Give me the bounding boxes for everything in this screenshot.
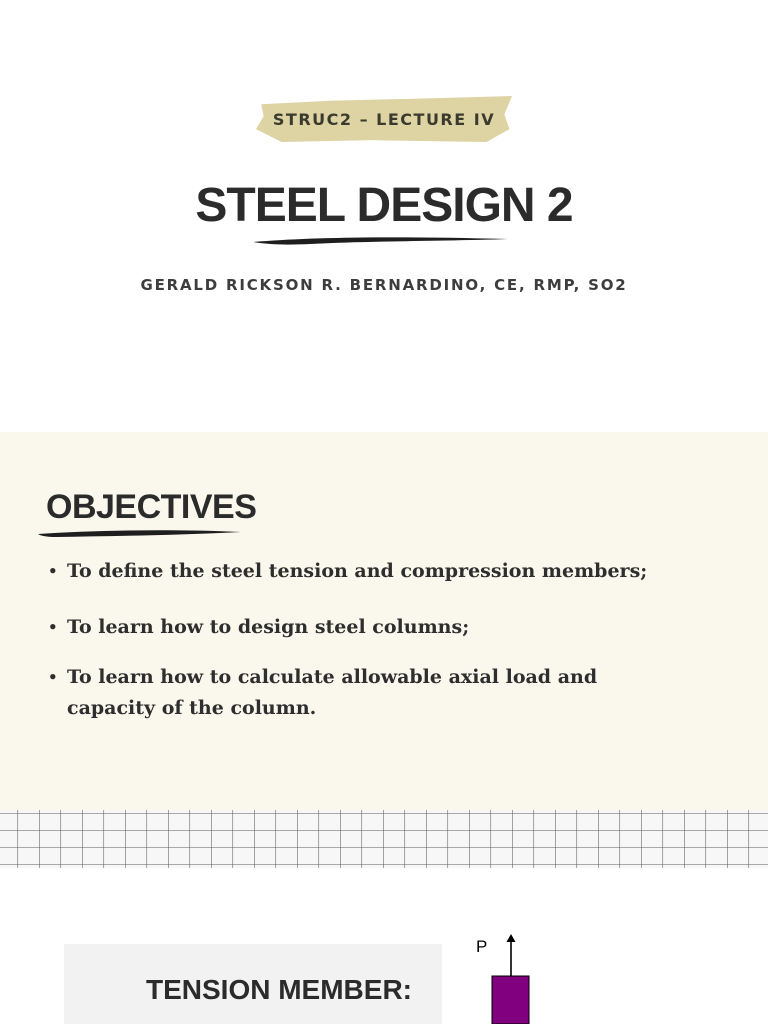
bullet-icon: • xyxy=(48,618,58,636)
force-label: P xyxy=(476,937,488,956)
objectives-heading: OBJECTIVES xyxy=(46,488,257,526)
course-tag: STRUC2 – LECTURE IV xyxy=(272,109,496,129)
objectives-list xyxy=(48,556,688,724)
grid-paper-strip xyxy=(0,810,768,868)
list-item-text: To learn how to calculate allowable axial load and capacity of the column. xyxy=(67,666,598,719)
bullet-icon: • xyxy=(48,562,58,580)
list-item-text: To define the steel tension and compression members; xyxy=(67,560,648,582)
list-item-text: To learn how to design steel columns; xyxy=(67,616,470,638)
tension-member-diagram xyxy=(486,930,536,1024)
list-item xyxy=(48,662,688,724)
bullet-icon: • xyxy=(48,668,58,686)
title-underline-stroke xyxy=(250,234,512,248)
tension-member-bar xyxy=(492,976,529,1024)
author-name: GERALD RICKSON R. BERNARDINO, CE, RMP, SO2 xyxy=(140,276,628,294)
list-item xyxy=(48,612,688,643)
objectives-underline-stroke xyxy=(36,528,244,540)
list-item xyxy=(48,556,688,587)
arrow-up-icon xyxy=(507,934,516,942)
page-title: STEEL DESIGN 2 xyxy=(195,179,573,232)
tension-member-heading: TENSION MEMBER: xyxy=(146,974,412,1005)
